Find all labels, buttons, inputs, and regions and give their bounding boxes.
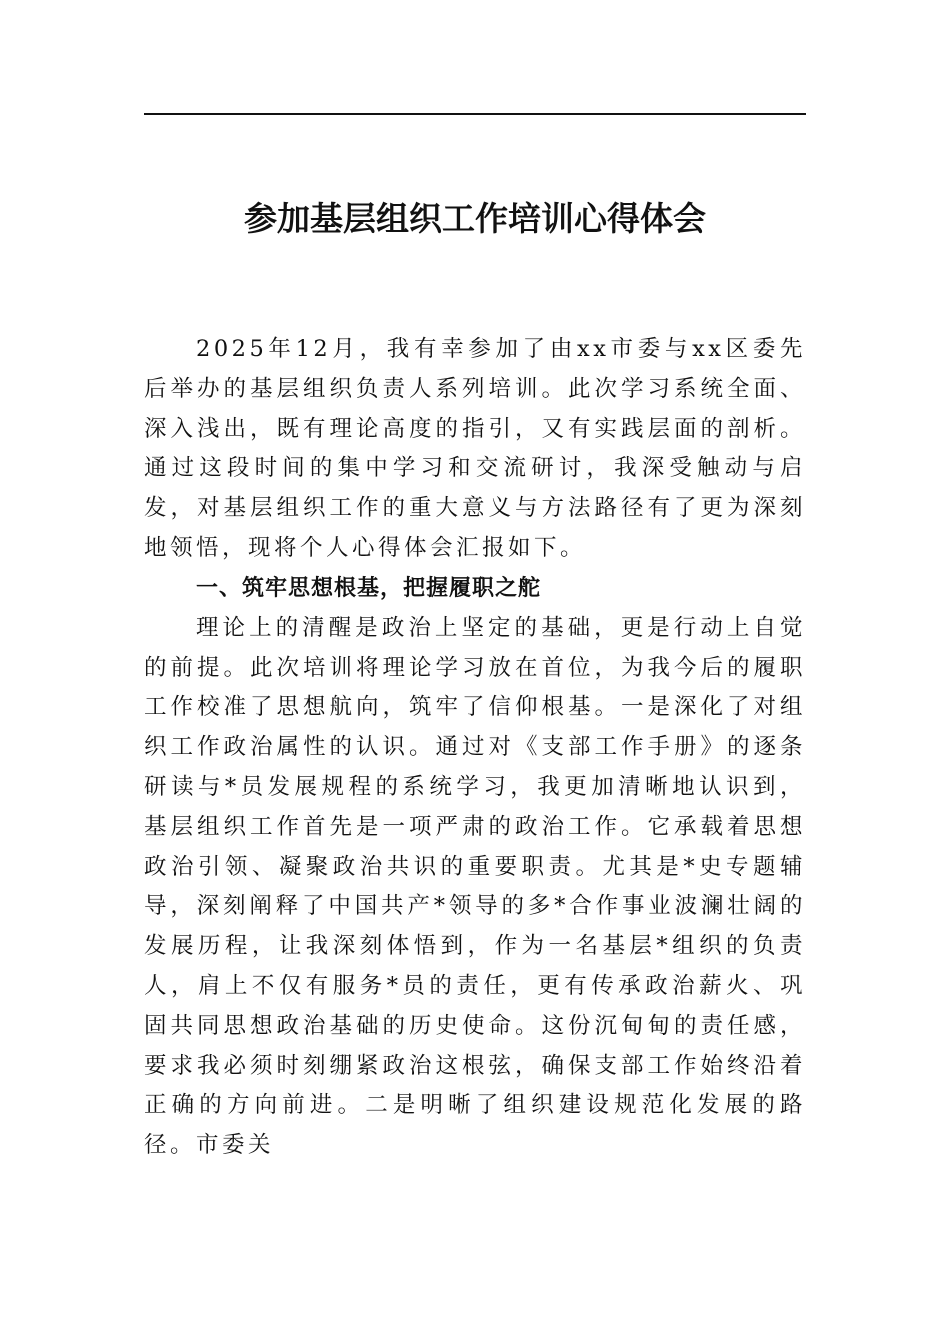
- intro-paragraph: 2025年12月，我有幸参加了由xx市委与xx区委先后举办的基层组织负责人系列培训。此次学习系统全面、深入浅出，既有理论高度的指引，又有实践层面的剖析。通过这段时间的集中学习和交流研讨，我深受触动与启发，对基层组织工作的重大意义与方法路径有了更为深刻地领悟，现将个人心得体会汇报如下。: [144, 336, 806, 561]
- header-rule: [144, 113, 806, 115]
- section-1-paragraph: 理论上的清醒是政治上坚定的基础，更是行动上自觉的前提。此次培训将理论学习放在首位，为我今后的履职工作校准了思想航向，筑牢了信仰根基。一是深化了对组织工作政治属性的认识。通过对《支部工作手册》的逐条研读与*员发展规程的系统学习，我更加清晰地认识到，基层组织工作首先是一项严肃的政治工作。它承载着思想政治引领、凝聚政治共识的重要职责。尤其是*史专题辅导，深刻阐释了中国共产*领导的多*合作事业波澜壮阔的发展历程，让我深刻体悟到，作为一名基层*组织的负责人，肩上不仅有服务*员的责任，更有传承政治薪火、巩固共同思想政治基础的历史使命。这份沉甸甸的责任感，要求我必须时刻绷紧政治这根弦，确保支部工作始终沿着正确的方向前进。二是明晰了组织建设规范化发展的路径。市委关: [144, 614, 806, 1159]
- document-body: [144, 330, 806, 1166]
- document-title: 参加基层组织工作培训心得体会: [244, 199, 706, 238]
- section-heading-1: 一、筑牢思想根基，把握履职之舵: [196, 575, 542, 601]
